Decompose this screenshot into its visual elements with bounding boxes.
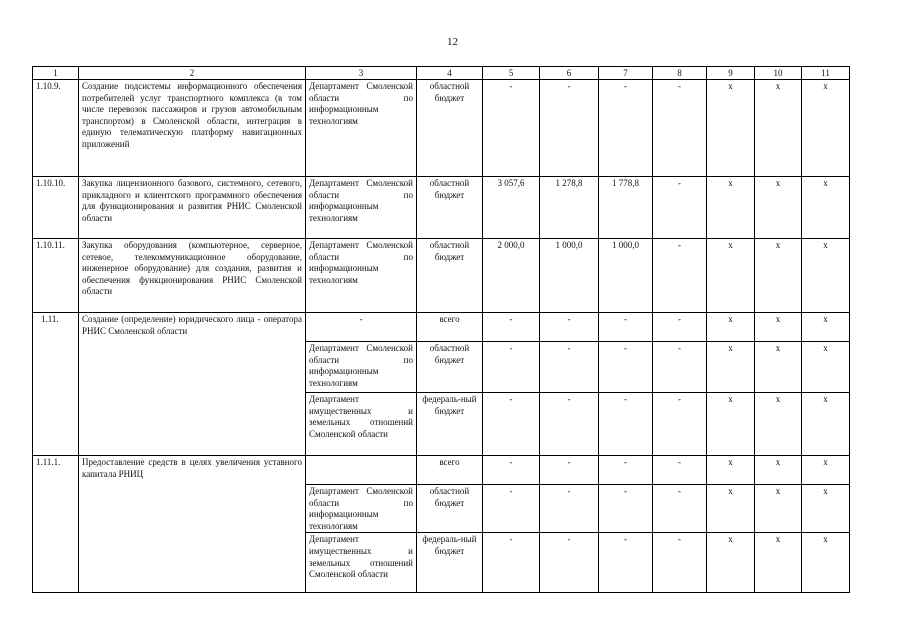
executor: Департамент Смоленской области по информационным технологиям (306, 80, 417, 177)
executor: Департамент Смоленской области по информационным технологиям (306, 342, 417, 393)
value-cell: - (653, 177, 707, 239)
value-cell: х (707, 80, 755, 177)
value-cell: - (599, 313, 653, 342)
row-number: 1.11.1. (33, 456, 79, 593)
event-name: Создание подсистемы информационного обеспечения потребителей услуг транспортного комплекса (в том числе перевозок пассажиров и грузов автомобильным транспортом) в Смоленской области, интеграция в единую телематическую платформу навигационных приложений (79, 80, 306, 177)
header-cell: 7 (599, 67, 653, 80)
funding-source: всего (417, 456, 483, 485)
value-cell: х (755, 342, 802, 393)
value-cell: х (802, 393, 850, 456)
executor: Департамент Смоленской области по информационным технологиям (306, 485, 417, 533)
header-cell: 5 (483, 67, 540, 80)
executor: Департамент имущественных и земельных отношений Смоленской области (306, 533, 417, 593)
value-cell: х (755, 177, 802, 239)
value-cell: - (540, 456, 599, 485)
value-cell: - (599, 80, 653, 177)
executor: Департамент Смоленской области по информационным технологиям (306, 177, 417, 239)
header-cell: 11 (802, 67, 850, 80)
value-cell: х (755, 313, 802, 342)
header-cell: 4 (417, 67, 483, 80)
header-cell: 3 (306, 67, 417, 80)
value-cell: 1 000,0 (599, 239, 653, 313)
value-cell: х (802, 239, 850, 313)
value-cell: - (483, 393, 540, 456)
value-cell: 1 778,8 (599, 177, 653, 239)
value-cell: х (707, 393, 755, 456)
value-cell: 2 000,0 (483, 239, 540, 313)
header-cell: 6 (540, 67, 599, 80)
value-cell: 1 278,8 (540, 177, 599, 239)
table-row (33, 313, 850, 342)
value-cell: х (707, 239, 755, 313)
value-cell: - (540, 342, 599, 393)
funding-source: федераль-ный бюджет (417, 393, 483, 456)
event-name: Закупка лицензионного базового, системного, сетевого, прикладного и клиентского программного обеспечения для функционирования и развития РНИС Смоленской области (79, 177, 306, 239)
event-name: Создание (определение) юридического лица - оператора РНИС Смоленской области (79, 313, 306, 456)
value-cell: - (483, 80, 540, 177)
value-cell: - (599, 393, 653, 456)
value-cell: 1 000,0 (540, 239, 599, 313)
row-number: 1.10.9. (33, 80, 79, 177)
value-cell: - (653, 342, 707, 393)
value-cell: - (540, 485, 599, 533)
row-number: 1.11. (33, 313, 79, 456)
value-cell: х (802, 313, 850, 342)
value-cell: - (483, 456, 540, 485)
value-cell: - (483, 485, 540, 533)
value-cell: - (540, 313, 599, 342)
value-cell: х (707, 342, 755, 393)
value-cell: 3 057,6 (483, 177, 540, 239)
budget-table (32, 66, 850, 593)
header-cell: 10 (755, 67, 802, 80)
value-cell: - (483, 342, 540, 393)
header-cell: 2 (79, 67, 306, 80)
header-cell: 1 (33, 67, 79, 80)
header-cell: 9 (707, 67, 755, 80)
value-cell: х (802, 80, 850, 177)
value-cell: х (802, 485, 850, 533)
funding-source: областной бюджет (417, 342, 483, 393)
value-cell: - (599, 485, 653, 533)
value-cell: - (599, 342, 653, 393)
value-cell: - (653, 533, 707, 593)
table-row (33, 456, 850, 485)
funding-source: областной бюджет (417, 485, 483, 533)
value-cell: - (653, 239, 707, 313)
value-cell: - (540, 80, 599, 177)
value-cell: х (755, 456, 802, 485)
value-cell: х (755, 485, 802, 533)
value-cell: х (802, 342, 850, 393)
value-cell: х (707, 177, 755, 239)
row-number: 1.10.10. (33, 177, 79, 239)
value-cell: х (802, 456, 850, 485)
funding-source: федераль-ный бюджет (417, 533, 483, 593)
funding-source: областной бюджет (417, 177, 483, 239)
value-cell: - (599, 533, 653, 593)
value-cell: - (540, 393, 599, 456)
funding-source: областной бюджет (417, 239, 483, 313)
value-cell: - (483, 533, 540, 593)
value-cell: - (653, 456, 707, 485)
value-cell: х (802, 533, 850, 593)
value-cell: - (653, 80, 707, 177)
executor (306, 456, 417, 485)
header-row (33, 67, 850, 80)
header-cell: 8 (653, 67, 707, 80)
value-cell: х (707, 485, 755, 533)
value-cell: х (755, 533, 802, 593)
value-cell: х (707, 313, 755, 342)
value-cell: х (755, 393, 802, 456)
event-name: Предоставление средств в целях увеличения уставного капитала РНИЦ (79, 456, 306, 593)
table-row (33, 80, 850, 177)
value-cell: х (755, 80, 802, 177)
event-name: Закупка оборудования (компьютерное, серверное, сетевое, телекоммуникационное оборудование, инженерное оборудование) для создания, развития и обеспечения функционирования РНИС Смоленской области (79, 239, 306, 313)
value-cell: х (802, 177, 850, 239)
value-cell: - (540, 533, 599, 593)
value-cell: х (707, 456, 755, 485)
value-cell: - (483, 313, 540, 342)
value-cell: - (653, 313, 707, 342)
table-row (33, 177, 850, 239)
executor: Департамент имущественных и земельных отношений Смоленской области (306, 393, 417, 456)
executor: Департамент Смоленской области по информационным технологиям (306, 239, 417, 313)
funding-source: всего (417, 313, 483, 342)
value-cell: - (653, 485, 707, 533)
value-cell: - (599, 456, 653, 485)
row-number: 1.10.11. (33, 239, 79, 313)
table-row (33, 239, 850, 313)
value-cell: х (707, 533, 755, 593)
executor: - (306, 313, 417, 342)
funding-source: областной бюджет (417, 80, 483, 177)
value-cell: х (755, 239, 802, 313)
value-cell: - (653, 393, 707, 456)
page-number: 12 (447, 36, 458, 48)
